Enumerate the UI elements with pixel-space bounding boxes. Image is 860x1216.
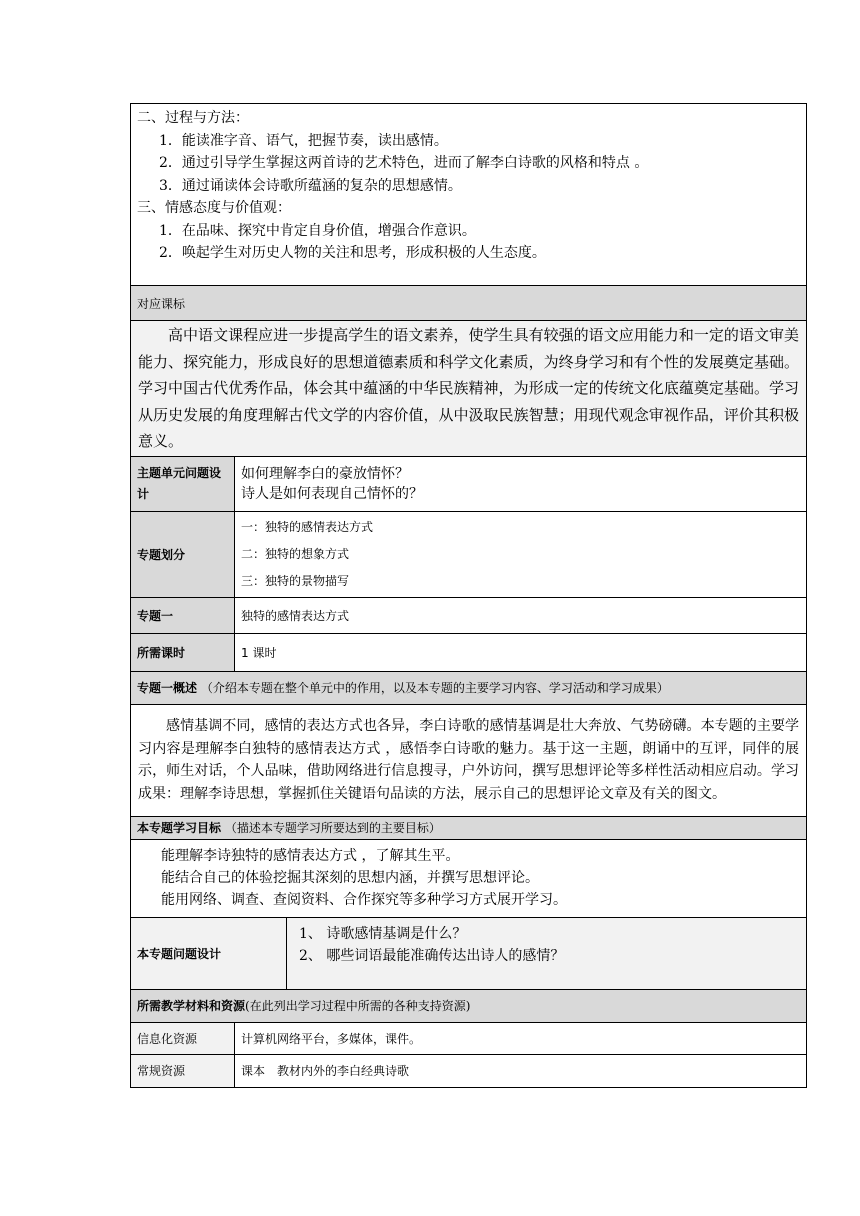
lesson-plan-page bbox=[130, 103, 806, 1088]
topic-division-item: 二：独特的想象方式 bbox=[241, 546, 350, 561]
topic-questions-label: 本专题问题设计 bbox=[131, 917, 287, 989]
objective-item: 能理解李诗独特的感情表达方式 ，了解其生平。 bbox=[161, 848, 460, 864]
curriculum-text: 高中语文课程应进一步提高学生的语文素养，使学生具有较强的语文应用能力和一定的语文审美能力、探究能力，形成良好的思想道德素质和科学文化素质，为终身学习和有个性的发展奠定基础。学习中国古代优秀作品，体会其中蕴涵的中华民族精神，为形成一定的传统文化底蕴奠定基础。学习从历史发展的角度理解古代文学的内容价值，从中汲取民族智慧；用现代观念审视作品，评价其积极意义。 bbox=[138, 326, 800, 450]
process-method-item: 3．通过诵读体会诗歌所蕴涵的复杂的思想感情。 bbox=[159, 177, 462, 194]
process-method-item: 1．能读准字音、语气，把握节奏，读出感情。 bbox=[159, 132, 448, 149]
digital-resources-label: 信息化资源 bbox=[131, 1022, 235, 1054]
emotion-values-item: 1．在品味、探究中肯定自身价值，增强合作意识。 bbox=[159, 222, 476, 239]
resources-header bbox=[131, 989, 807, 1022]
objective-item: 能结合自己的体验挖掘其深刻的思想内涵，并撰写思想评论。 bbox=[161, 870, 539, 886]
hours-value: 1 课时 bbox=[235, 633, 807, 671]
unit-question-cell bbox=[235, 456, 807, 511]
process-method-item: 2．通过引导学生掌握这两首诗的艺术特色，进而了解李白诗歌的风格和特点 。 bbox=[159, 155, 649, 171]
topic-division-label: 专题划分 bbox=[131, 511, 235, 597]
emotion-values-item: 2．唤起学生对历史人物的关注和思考，形成积极的人生态度。 bbox=[159, 245, 546, 261]
topic-division-item: 三：独特的景物描写 bbox=[241, 573, 350, 588]
process-method-heading: 二、过程与方法： bbox=[137, 110, 249, 126]
overview-note: （介绍本专题在整个单元中的作用，以及本专题的主要学习内容、学习活动和学习成果） bbox=[200, 681, 669, 695]
topic-division-cell bbox=[235, 511, 807, 597]
lesson-plan-table bbox=[130, 103, 807, 1088]
objectives-cell bbox=[131, 839, 807, 917]
topic-one-value: 独特的感情表达方式 bbox=[235, 597, 807, 633]
topic-division-item: 一：独特的感情表达方式 bbox=[241, 519, 374, 534]
hours-label: 所需课时 bbox=[131, 633, 235, 671]
unit-question-line: 诗人是如何表现自己情怀的？ bbox=[241, 485, 423, 502]
overview-text: 感情基调不同，感情的表达方式也各异，李白诗歌的感情基调是壮大奔放、气势磅礴。本专题的主要学习内容是理解李白独特的感情表达方式 ，感悟李白诗歌的魅力。基于这一主题，朗诵中的互评，同伴的展示，师生对话，个人品味，借助网络进行信息搜寻，户外访问，撰写思想评论等多样性活动相应启动。学习成果：理解李诗思想，掌握抓住关键语句品读的方法，展示自己的思想评论文章及有关的图文。 bbox=[138, 718, 800, 802]
topic-question-item: 2、 哪些词语最能准确传达出诗人的感情？ bbox=[299, 947, 565, 964]
goals-cell bbox=[131, 104, 807, 286]
overview-header bbox=[131, 671, 807, 704]
objectives-label: 本专题学习目标 bbox=[137, 821, 222, 835]
objective-item: 能用网络、调查、查阅资料、合作探究等多种学习方式展开学习。 bbox=[161, 892, 567, 908]
objectives-header bbox=[131, 816, 807, 839]
resources-note: (在此列出学习过程中所需的各种支持资源) bbox=[245, 999, 471, 1013]
topic-questions-cell bbox=[287, 917, 807, 989]
overview-cell bbox=[131, 704, 807, 816]
curriculum-cell bbox=[131, 321, 807, 457]
topic-one-label: 专题一 bbox=[131, 597, 235, 633]
emotion-values-heading: 三、情感态度与价值观： bbox=[137, 200, 291, 216]
curriculum-label: 对应课标 bbox=[131, 286, 807, 321]
overview-label: 专题一概述 bbox=[137, 681, 198, 695]
objectives-note: （描述本专题学习所要达到的主要目标） bbox=[224, 821, 441, 835]
digital-resources-value: 计算机网络平台，多媒体，课件。 bbox=[235, 1022, 807, 1054]
topic-question-item: 1、 诗歌感情基调是什么？ bbox=[299, 925, 467, 942]
resources-label: 所需教学材料和资源 bbox=[137, 999, 246, 1013]
unit-question-label: 主题单元问题设计 bbox=[131, 456, 235, 511]
regular-resources-value: 课本 教材内外的李白经典诗歌 bbox=[235, 1054, 807, 1087]
unit-question-line: 如何理解李白的豪放情怀？ bbox=[241, 465, 409, 482]
regular-resources-label: 常规资源 bbox=[131, 1054, 235, 1087]
